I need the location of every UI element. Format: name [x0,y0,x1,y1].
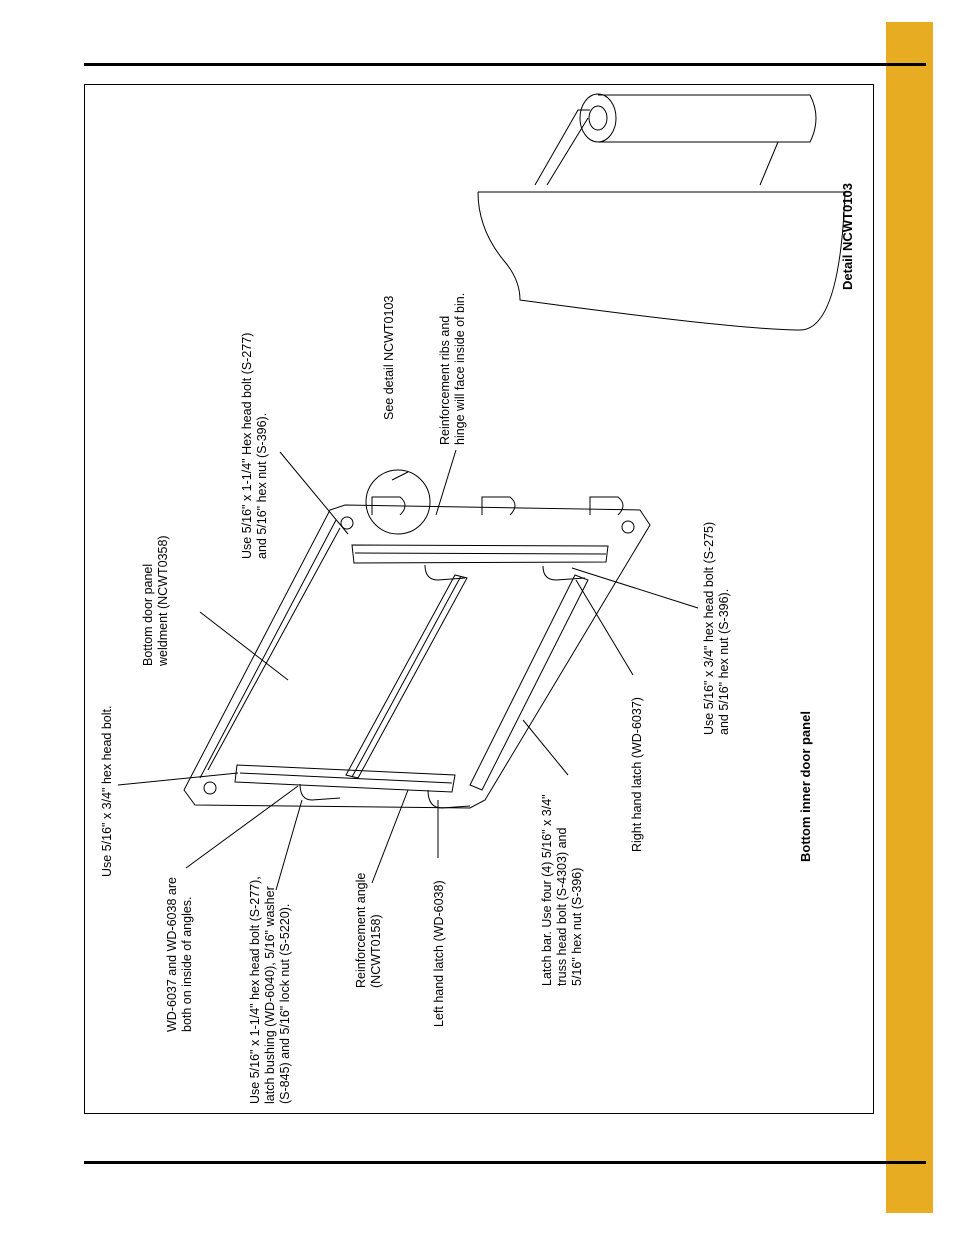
panel-flange [200,520,340,778]
label-left-latch: Left hand latch (WD-6038) [432,880,446,1027]
panel-title: Bottom inner door panel [798,711,813,862]
detail-rib [535,110,590,185]
label-hex-bolt: Use 5/16" x 3/4" hex head bolt. [100,705,114,877]
label-see-detail: See detail NCWT0103 [382,295,396,420]
right-angle [352,545,608,563]
detail-title: Detail NCWT0103 [840,183,855,290]
lower-latch-bar [470,575,588,790]
left-latch-body [300,784,470,808]
label-weldment: Bottom door panel weldment (NCWT0358) [141,535,170,666]
detail-callout-circle [366,470,430,534]
label-right-latch: Right hand latch (WD-6037) [630,697,644,852]
upper-latch-bar [346,575,467,778]
left-angle [235,765,455,792]
detail-wall [478,192,845,330]
label-hex-bolt-277: Use 5/16" x 1-1/4" Hex head bolt (S-277) and 5/16" hex nut (S-396). [240,332,269,559]
label-latch-bushing: Use 5/16" x 1-1/4" hex head bolt (S-277), latch bushing (WD-6040), 5/16" washer (S-845) and 5/16" lock nut (S-5220). [248,876,292,1104]
right-latch-body [425,565,585,580]
label-ribs: Reinforcement ribs and hinge will face inside of bin. [438,292,467,445]
label-latch-bar: Latch bar. Use four (4) 5/16" x 3/4" truss head bolt (S-4303) and 5/16" hex nut (S-396) [540,794,584,986]
label-inside-angles: WD-6037 and WD-6038 are both on inside of angles. [165,877,194,1032]
label-reinforcement-angle: Reinforcement angle (NCWT0158) [354,872,383,988]
label-hex-bolt-275: Use 5/16" x 3/4" hex head bolt (S-275) and 5/16" hex nut (S-396). [702,521,731,735]
detail-tube [598,95,816,142]
